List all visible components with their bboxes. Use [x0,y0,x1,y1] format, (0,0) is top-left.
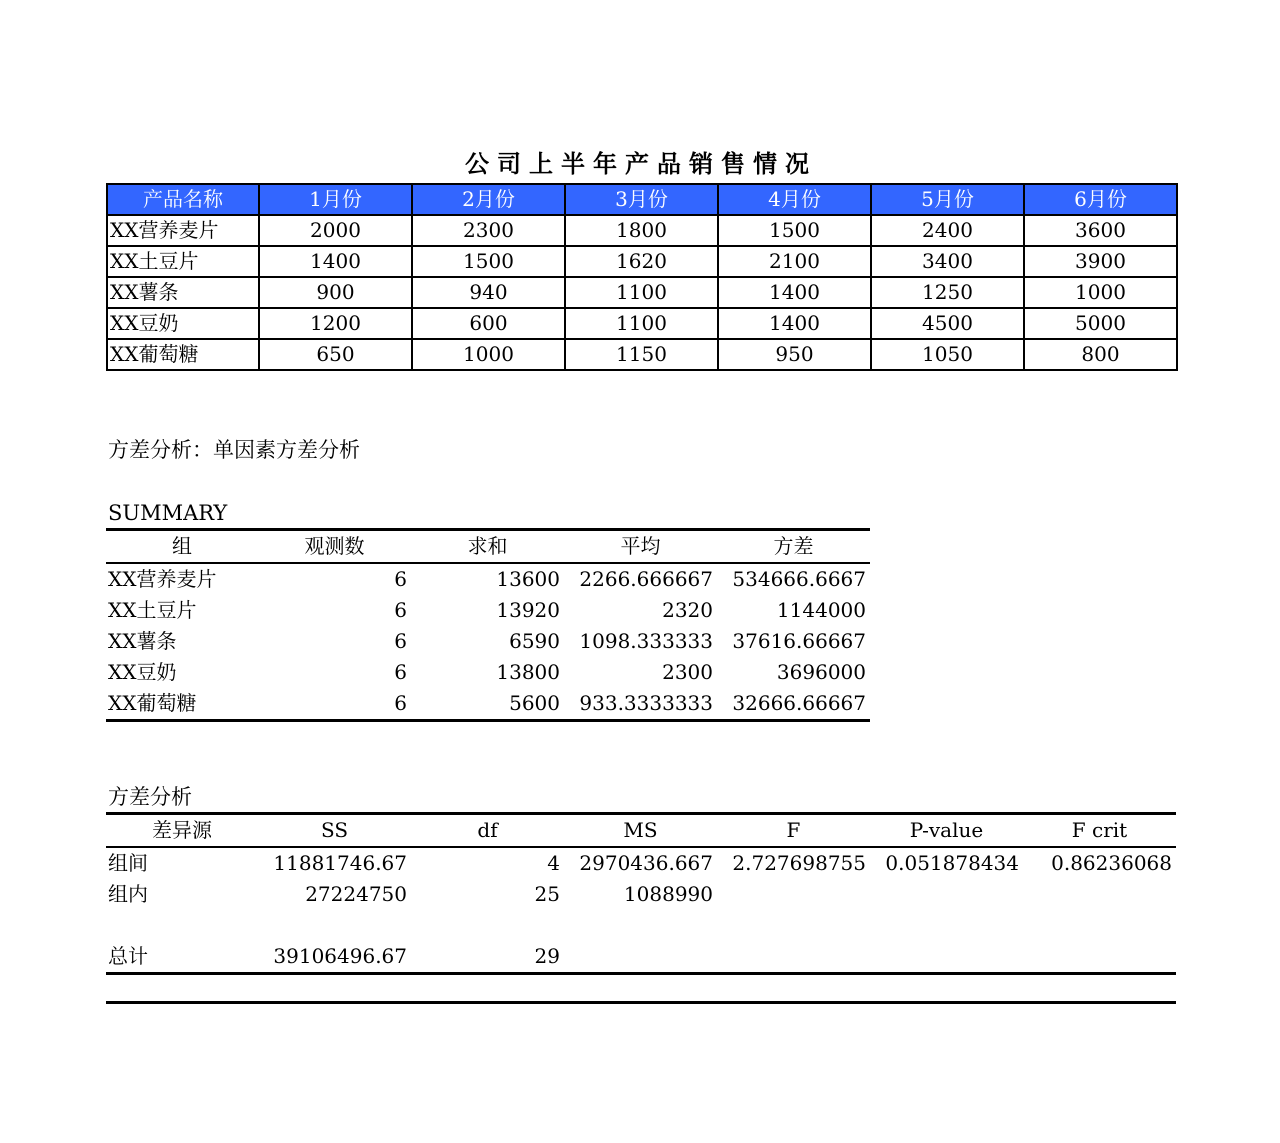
group-cell[interactable]: XX葡萄糖 [108,691,197,715]
table-row [107,308,1177,339]
product-cell[interactable]: XX薯条 [107,277,259,308]
sales-cell[interactable]: 2300 [412,215,565,246]
variance-cell[interactable]: 32666.66667 [732,691,866,715]
product-cell[interactable]: XX土豆片 [107,246,259,277]
sales-cell[interactable]: 3400 [871,246,1024,277]
header-variance[interactable]: 方差 [717,530,870,564]
table-row [106,657,870,688]
ss-cell[interactable]: 27224750 [305,882,407,906]
sales-cell[interactable]: 2400 [871,215,1024,246]
sales-cell[interactable]: 800 [1024,339,1177,370]
sales-cell[interactable]: 1150 [565,339,718,370]
sales-cell[interactable]: 1500 [412,246,565,277]
sales-cell[interactable]: 1000 [412,339,565,370]
sales-cell[interactable]: 5000 [1024,308,1177,339]
table-row [106,595,870,626]
average-cell[interactable]: 1098.333333 [579,629,713,653]
header-ss[interactable]: SS [258,814,411,848]
group-cell[interactable]: XX薯条 [108,629,177,653]
header-f[interactable]: F [717,814,870,848]
ss-cell[interactable] [258,910,411,941]
average-cell[interactable]: 2300 [662,660,713,684]
sales-cell[interactable]: 1400 [718,308,871,339]
table-row [106,879,1176,910]
source-cell[interactable]: 组内 [108,882,148,906]
header-group[interactable]: 组 [106,530,258,564]
source-cell[interactable] [106,910,258,941]
header-f-crit[interactable]: F crit [1023,814,1176,848]
count-cell[interactable]: 6 [394,567,407,591]
source-cell[interactable]: 总计 [108,944,148,968]
sales-cell[interactable]: 950 [718,339,871,370]
table-row [107,215,1177,246]
sales-cell[interactable]: 4500 [871,308,1024,339]
table-row [107,339,1177,370]
sales-cell[interactable]: 1100 [565,277,718,308]
f-crit-cell[interactable] [1023,941,1176,974]
ss-cell[interactable]: 11881746.67 [273,851,407,875]
group-cell[interactable]: XX土豆片 [108,598,197,622]
sales-cell[interactable]: 1500 [718,215,871,246]
variance-cell[interactable]: 1144000 [776,598,866,622]
sum-cell[interactable]: 13800 [496,660,560,684]
sales-cell[interactable]: 3900 [1024,246,1177,277]
sales-cell[interactable]: 1050 [871,339,1024,370]
ms-cell[interactable] [564,910,717,941]
sum-cell[interactable]: 13600 [496,567,560,591]
analysis-label[interactable]: 方差分析：单因素方差分析 [108,438,360,462]
variance-cell[interactable]: 534666.6667 [732,567,866,591]
df-cell[interactable]: 25 [534,882,560,906]
sales-cell[interactable]: 1620 [565,246,718,277]
sales-cell[interactable]: 1200 [259,308,412,339]
header-ms[interactable]: MS [564,814,717,848]
group-cell[interactable]: XX豆奶 [108,660,177,684]
sales-cell[interactable]: 1400 [259,246,412,277]
anova-label[interactable]: 方差分析 [108,785,192,809]
sales-cell[interactable]: 2000 [259,215,412,246]
p-value-cell[interactable] [870,879,1023,910]
bottom-rule [106,1001,1176,1004]
f-crit-cell[interactable] [1023,910,1176,941]
df-cell[interactable] [411,910,564,941]
sales-cell[interactable]: 1100 [565,308,718,339]
header-month-4[interactable]: 4月份 [718,184,871,215]
sales-table [106,183,1178,371]
df-cell[interactable]: 29 [534,944,560,968]
anova-table [106,812,1176,975]
header-month-1[interactable]: 1月份 [259,184,412,215]
average-cell[interactable]: 2266.666667 [579,567,713,591]
header-month-6[interactable]: 6月份 [1024,184,1177,215]
table-row [107,277,1177,308]
header-count[interactable]: 观测数 [258,530,411,564]
ms-cell[interactable]: 2970436.667 [579,851,713,875]
page-title: 公司上半年产品销售情况 [465,149,817,178]
sales-cell[interactable]: 650 [259,339,412,370]
variance-cell[interactable]: 37616.66667 [732,629,866,653]
header-sum[interactable]: 求和 [411,530,564,564]
count-cell[interactable]: 6 [394,629,407,653]
ms-cell[interactable] [564,941,717,974]
sales-cell[interactable]: 1800 [565,215,718,246]
sales-cell[interactable]: 940 [412,277,565,308]
source-cell[interactable]: 组间 [108,851,148,875]
p-value-cell[interactable]: 0.051878434 [885,851,1019,875]
header-month-3[interactable]: 3月份 [565,184,718,215]
sum-cell[interactable]: 13920 [496,598,560,622]
count-cell[interactable]: 6 [394,598,407,622]
summary-header-row [106,530,870,564]
anova-header-row [106,814,1176,848]
sales-cell[interactable]: 2100 [718,246,871,277]
f-cell[interactable] [717,910,870,941]
table-row [106,563,870,595]
header-month-5[interactable]: 5月份 [871,184,1024,215]
p-value-cell[interactable] [870,941,1023,974]
table-row [106,626,870,657]
table-row [106,941,1176,974]
table-row [106,688,870,721]
variance-cell[interactable]: 3696000 [776,660,866,684]
f-cell[interactable] [717,879,870,910]
table-row [106,847,1176,879]
df-cell[interactable]: 4 [547,851,560,875]
summary-table [106,528,870,722]
sales-cell[interactable]: 1000 [1024,277,1177,308]
header-product-name[interactable]: 产品名称 [107,184,259,215]
summary-label[interactable]: SUMMARY [108,501,228,525]
p-value-cell[interactable] [870,910,1023,941]
header-p-value[interactable]: P-value [870,814,1023,848]
sales-header-row [107,184,1177,215]
product-cell[interactable]: XX葡萄糖 [107,339,259,370]
sum-cell[interactable]: 6590 [509,629,560,653]
sales-cell[interactable]: 1250 [871,277,1024,308]
header-average[interactable]: 平均 [564,530,717,564]
table-row [106,910,1176,941]
average-cell[interactable]: 933.3333333 [579,691,713,715]
ms-cell[interactable]: 1088990 [623,882,713,906]
group-cell[interactable]: XX营养麦片 [108,567,217,591]
header-month-2[interactable]: 2月份 [412,184,565,215]
f-cell[interactable]: 2.727698755 [732,851,866,875]
f-crit-cell[interactable]: 0.86236068 [1051,851,1172,875]
sales-cell[interactable]: 600 [412,308,565,339]
count-cell[interactable]: 6 [394,660,407,684]
average-cell[interactable]: 2320 [662,598,713,622]
sales-cell[interactable]: 3600 [1024,215,1177,246]
product-cell[interactable]: XX营养麦片 [107,215,259,246]
sales-cell[interactable]: 900 [259,277,412,308]
count-cell[interactable]: 6 [394,691,407,715]
header-source[interactable]: 差异源 [106,814,258,848]
header-df[interactable]: df [411,814,564,848]
sales-cell[interactable]: 1400 [718,277,871,308]
table-row [107,246,1177,277]
ss-cell[interactable]: 39106496.67 [273,944,407,968]
f-cell[interactable] [717,941,870,974]
f-crit-cell[interactable] [1023,879,1176,910]
sum-cell[interactable]: 5600 [509,691,560,715]
product-cell[interactable]: XX豆奶 [107,308,259,339]
